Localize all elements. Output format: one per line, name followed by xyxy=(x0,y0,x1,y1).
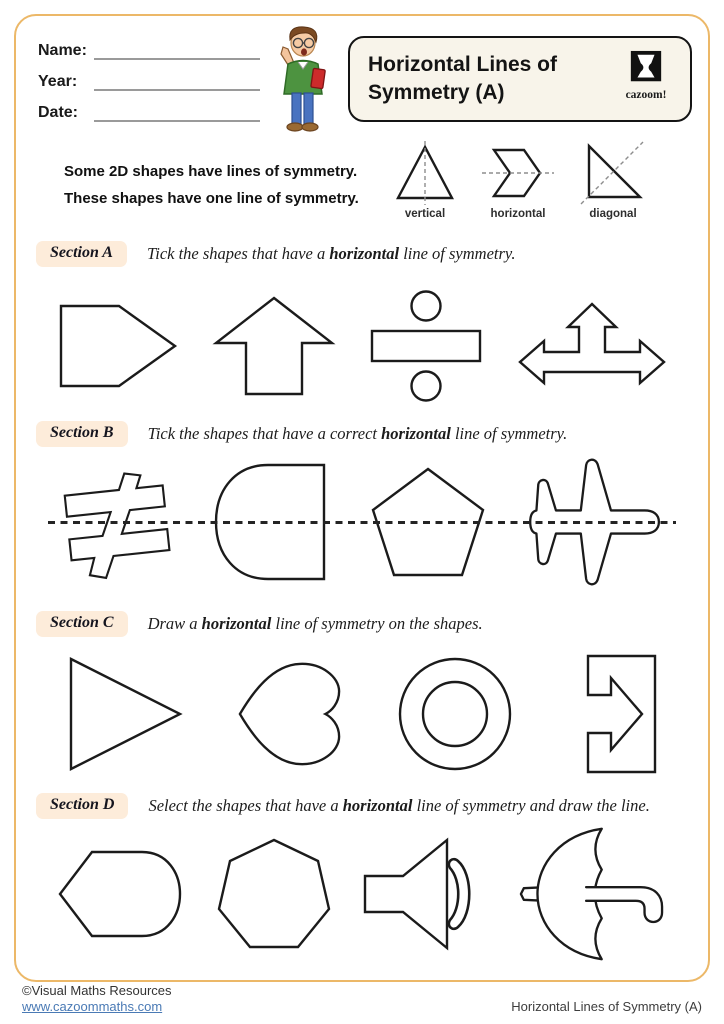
year-label: Year: xyxy=(38,73,78,90)
shape-right-pointing-triangle[interactable] xyxy=(66,655,184,773)
cazoom-logo xyxy=(618,50,674,101)
shape-rounded-tag[interactable] xyxy=(54,846,186,942)
student-fields xyxy=(38,40,260,133)
shape-three-way-arrow[interactable] xyxy=(516,300,668,392)
section-b-header xyxy=(36,419,567,449)
date-label: Date: xyxy=(38,104,79,121)
page-title: Horizontal Lines of Symmetry (A) xyxy=(368,53,557,104)
example-vertical xyxy=(394,141,456,220)
section-a-header xyxy=(36,239,515,269)
section-d-instruction: Select the shapes that have a horizontal line of symmetry and draw the line. xyxy=(148,796,650,815)
logo-text: cazoom! xyxy=(625,89,667,101)
triangle-vertical-symmetry-icon xyxy=(394,141,456,205)
section-d-header xyxy=(36,791,650,821)
title-box xyxy=(348,36,692,122)
shape-heptagon[interactable] xyxy=(215,837,333,951)
chevron-horizontal-symmetry-icon xyxy=(482,141,554,205)
shape-sideways-umbrella[interactable] xyxy=(512,821,670,967)
section-d-badge: Section D xyxy=(36,793,128,819)
section-a-badge: Section A xyxy=(36,241,127,267)
shape-right-pointing-pentagon[interactable] xyxy=(57,300,179,392)
example-label: vertical xyxy=(404,208,446,220)
shape-division-sign[interactable] xyxy=(369,289,483,403)
intro-line-1: Some 2D shapes have lines of symmetry. xyxy=(64,163,358,180)
horizontal-dashed-symmetry-line xyxy=(48,521,676,524)
right-triangle-diagonal-symmetry-icon xyxy=(580,141,646,205)
date-input-line[interactable] xyxy=(94,104,260,122)
example-label: horizontal xyxy=(490,208,546,220)
example-diagonal xyxy=(580,141,646,220)
footer-worksheet-title: Horizontal Lines of Symmetry (A) xyxy=(511,999,702,1014)
footer-website-link[interactable]: www.cazoommaths.com xyxy=(22,999,163,1014)
name-field-row xyxy=(38,40,260,60)
section-c-instruction: Draw a horizontal line of symmetry on the shapes. xyxy=(147,614,483,633)
year-input-line[interactable] xyxy=(94,73,260,91)
example-label: diagonal xyxy=(589,208,637,220)
intro-text xyxy=(64,158,359,212)
section-c-badge: Section C xyxy=(36,611,128,637)
shape-sideways-heart[interactable] xyxy=(235,657,345,771)
intro-line-2: These shapes have one line of symmetry. xyxy=(64,190,359,207)
symmetry-examples xyxy=(394,141,646,220)
year-field-row xyxy=(38,71,260,91)
footer-copyright: ©Visual Maths Resources xyxy=(22,983,172,998)
section-c-header xyxy=(36,609,483,639)
teacher-cartoon xyxy=(268,24,338,141)
shape-rectangle-with-arrow[interactable] xyxy=(565,653,659,775)
shape-ring[interactable] xyxy=(396,655,514,773)
shape-speaker[interactable] xyxy=(361,834,483,954)
cazoom-goblet-icon xyxy=(627,50,665,86)
date-field-row xyxy=(38,102,260,122)
name-input-line[interactable] xyxy=(94,42,260,60)
section-b-badge: Section B xyxy=(36,421,128,447)
example-horizontal xyxy=(482,141,554,220)
section-a-instruction: Tick the shapes that have a horizontal line of symmetry. xyxy=(146,244,516,263)
shape-up-block-arrow[interactable] xyxy=(212,294,336,398)
section-a-shapes xyxy=(40,286,684,406)
section-b-shapes xyxy=(40,452,684,592)
name-label: Name: xyxy=(38,42,87,59)
section-b-instruction: Tick the shapes that have a correct horizontal line of symmetry. xyxy=(147,424,568,443)
section-d-shapes xyxy=(40,824,684,964)
section-c-shapes xyxy=(40,646,684,782)
